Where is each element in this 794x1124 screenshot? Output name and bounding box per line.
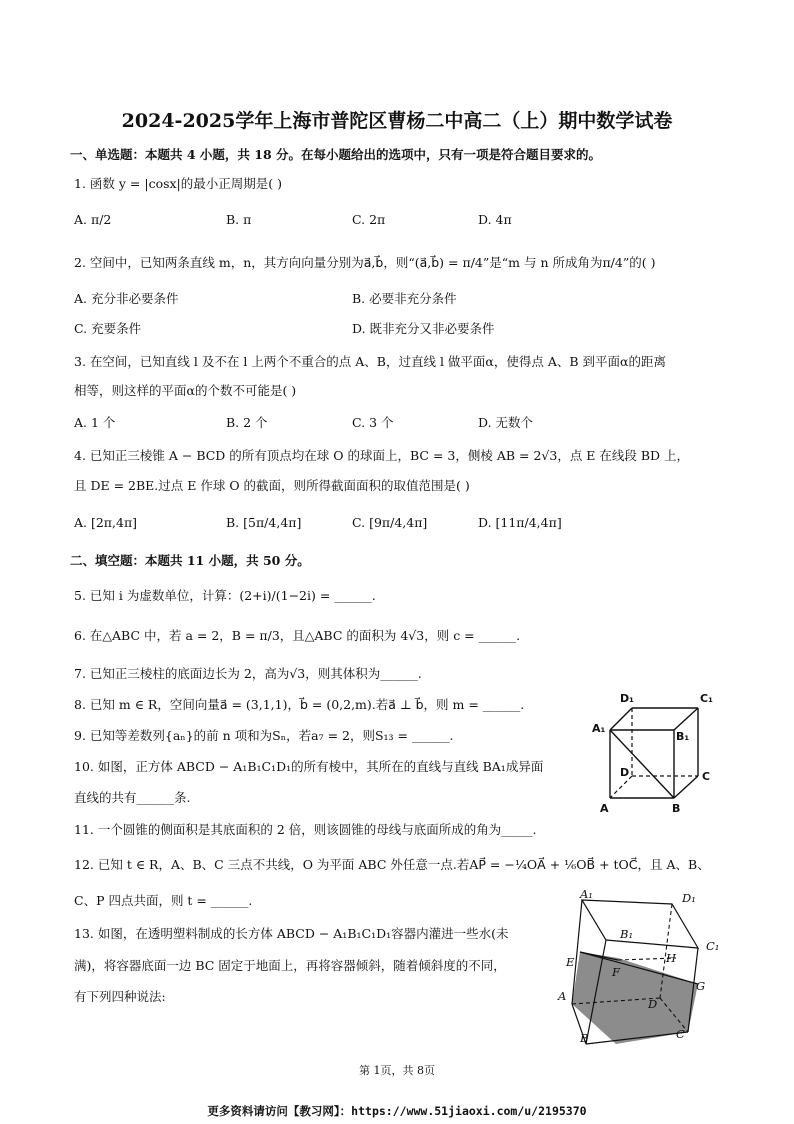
box-label-b1: B₁ (620, 927, 634, 941)
q2-option-b: B. 必要非充分条件 (352, 291, 457, 306)
question-9: 9. 已知等差数列{aₙ}的前 n 项和为Sₙ，若a₇ = 2，则S₁₃ = ______. (74, 728, 454, 743)
question-4-line-2: 且 DE = 2BE.过点 E 作球 O 的截面，则所得截面面积的取值范围是( ) (74, 478, 470, 493)
resource-link[interactable]: 更多资料请访问【教习网】：https://www.51jiaoxi.com/u/2195370 (207, 1104, 587, 1118)
q4-option-b: B. [5π/4,4π] (226, 515, 302, 530)
box-label-b: B (580, 1031, 589, 1045)
box-label-c: C (676, 1027, 685, 1041)
section-heading-single-choice: 一、单选题：本题共 4 小题，共 18 分。在每小题给出的选项中，只有一项是符合题目要求的。 (70, 147, 602, 162)
cube-label-a1: A₁ (592, 722, 606, 735)
question-3-line-1: 3. 在空间，已知直线 l 及不在 l 上两个不重合的点 A、B，过直线 l 做平面α，使得点 A、B 到平面α的距离 (74, 354, 666, 369)
question-11: 11. 一个圆锥的侧面积是其底面积的 2 倍，则该圆锥的母线与底面所成的角为_____. (74, 822, 537, 837)
cube-label-c1: C₁ (700, 692, 713, 705)
cube-label-d1: D₁ (620, 692, 634, 705)
question-5: 5. 已知 i 为虚数单位，计算：(2+i)/(1−2i) = ______. (74, 588, 376, 603)
box-label-f: F (612, 965, 620, 979)
cube-label-b: B (672, 802, 681, 815)
cube-figure (590, 688, 720, 820)
question-6: 6. 在△ABC 中，若 a = 2，B = π/3，且△ABC 的面积为 4√3，则 c = ______. (74, 628, 521, 643)
question-12-line-2: C、P 四点共面，则 t = ______. (74, 893, 253, 908)
q4-option-a: A. [2π,4π] (74, 515, 138, 530)
cube-label-a: A (600, 802, 609, 815)
section-heading-fill-blank: 二、填空题：本题共 11 小题，共 50 分。 (70, 553, 310, 568)
q3-option-c: C. 3 个 (352, 415, 394, 430)
q1-option-a: A. π/2 (74, 212, 112, 227)
question-13-line-2: 满)，将容器底面一边 BC 固定于地面上，再将容器倾斜，随着倾斜度的不同， (74, 958, 506, 973)
box-label-h: H (666, 951, 677, 965)
q4-option-d: D. [11π/4,4π] (478, 515, 562, 530)
q4-option-c: C. [9π/4,4π] (352, 515, 428, 530)
q3-option-d: D. 无数个 (478, 415, 534, 430)
q2-option-a: A. 充分非必要条件 (74, 291, 179, 306)
q1-option-b: B. π (226, 212, 252, 227)
box-label-g: G (696, 979, 706, 993)
q2-option-d: D. 既非充分又非必要条件 (352, 321, 495, 336)
box-label-a: A (558, 989, 567, 1003)
q3-option-a: A. 1 个 (74, 415, 116, 430)
question-2: 2. 空间中，已知两条直线 m，n，其方向向量分别为a⃗,b⃗，则“(a⃗,b⃗) = π/4”是“m 与 n 所成角为π/4”的( ) (74, 255, 656, 270)
box-label-c1: C₁ (706, 939, 720, 953)
question-12-line-1: 12. 已知 t ∈ R，A、B、C 三点不共线，O 为平面 ABC 外任意一点.若AP⃗ = −¼OA⃗ + ⅙OB⃗ + tOC⃗，且 A、B、 (74, 857, 710, 872)
question-7: 7. 已知正三棱柱的底面边长为 2，高为√3，则其体积为______. (74, 666, 422, 681)
question-10-line-2: 直线的共有______条. (74, 790, 191, 805)
box-label-a1: A₁ (580, 888, 593, 901)
cube-label-b1: B₁ (676, 730, 690, 743)
q2-option-c: C. 充要条件 (74, 321, 142, 336)
question-1: 1. 函数 y = |cosx|的最小正周期是( ) (74, 176, 282, 191)
question-13-line-1: 13. 如图，在透明塑料制成的长方体 ABCD − A₁B₁C₁D₁容器内灌进一些水(未 (74, 926, 509, 941)
tilted-container-figure (556, 888, 726, 1050)
cube-label-c: C (702, 770, 711, 783)
question-13-line-3: 有下列四种说法: (74, 989, 166, 1004)
cube-label-d: D (620, 766, 630, 779)
page-footer: 第 1页，共 8页 (359, 1064, 435, 1077)
page-title: 2024-2025学年上海市普陀区曹杨二中高二（上）期中数学试卷 (121, 110, 673, 132)
box-label-d1: D₁ (682, 891, 696, 905)
q3-option-b: B. 2 个 (226, 415, 268, 430)
question-3-line-2: 相等，则这样的平面α的个数不可能是( ) (74, 383, 297, 398)
q1-option-d: D. 4π (478, 212, 512, 227)
box-label-e: E (566, 955, 575, 969)
question-8: 8. 已知 m ∈ R，空间向量a⃗ = (3,1,1)，b⃗ = (0,2,m).若a⃗ ⊥ b⃗，则 m = ______. (74, 697, 525, 712)
box-label-d: D (648, 997, 658, 1011)
q1-option-c: C. 2π (352, 212, 386, 227)
question-4-line-1: 4. 已知正三棱锥 A − BCD 的所有顶点均在球 O 的球面上，BC = 3，侧棱 AB = 2√3，点 E 在线段 BD 上， (74, 448, 690, 463)
question-10-line-1: 10. 如图，正方体 ABCD − A₁B₁C₁D₁的所有棱中，其所在的直线与直线 BA₁成异面 (74, 759, 544, 774)
